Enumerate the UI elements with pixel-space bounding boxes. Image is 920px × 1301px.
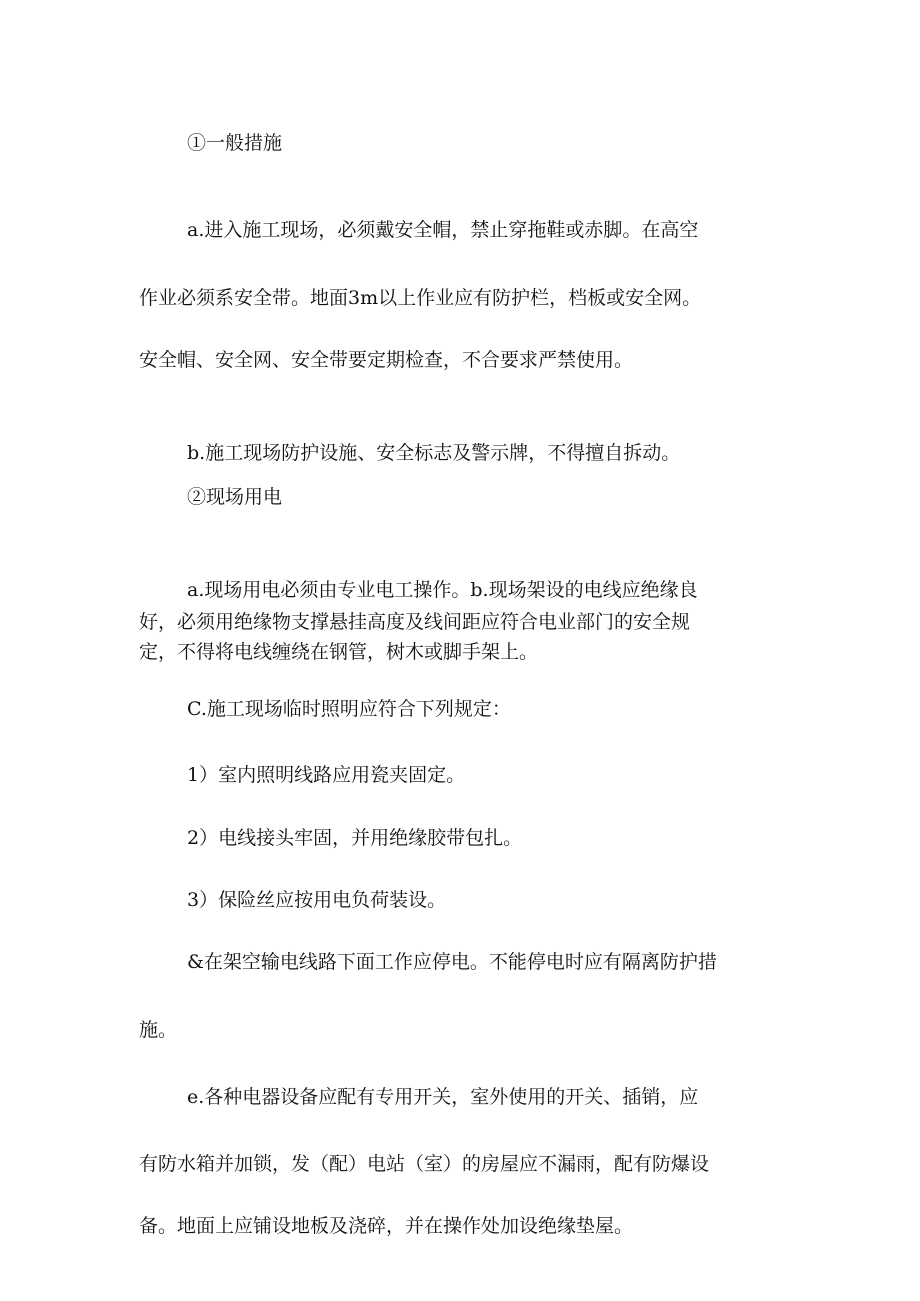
paragraph-line: &在架空输电线路下面工作应停电。不能停电时应有隔离防护措 — [187, 951, 717, 973]
list-item: 3）保险丝应按用电负荷装设。 — [187, 889, 447, 911]
section-heading-general-measures: ①一般措施 — [187, 132, 283, 154]
paragraph-line: 施。 — [139, 1019, 178, 1041]
paragraph-line: C.施工现场临时照明应符合下列规定： — [187, 698, 511, 720]
paragraph-line: b.施工现场防护设施、安全标志及警示牌，不得擅自拆动。 — [187, 442, 681, 464]
paragraph-line: 有防水箱并加锁，发（配）电站（室）的房屋应不漏雨，配有防爆设 — [139, 1153, 710, 1175]
paragraph-line: 作业必须系安全带。地面3m以上作业应有防护栏，档板或安全网。 — [139, 287, 702, 309]
paragraph-line: e.各种电器设备应配有专用开关，室外使用的开关、插销，应 — [187, 1086, 699, 1108]
paragraph-line: 定，不得将电线缠绕在钢管，树木或脚手架上。 — [139, 641, 539, 663]
paragraph-line: a.现场用电必须由专业电工操作。b.现场架设的电线应绝缘良 — [187, 579, 698, 601]
paragraph-line: 好，必须用绝缘物支撑悬挂高度及线间距应符合电业部门的安全规 — [139, 611, 691, 633]
section-heading-site-electricity: ②现场用电 — [187, 486, 283, 508]
paragraph-line: a.进入施工现场，必须戴安全帽，禁止穿拖鞋或赤脚。在高空 — [187, 219, 699, 241]
paragraph-line: 备。地面上应铺设地板及浇碎，并在操作处加设绝缘垫屋。 — [139, 1215, 634, 1237]
list-item: 2）电线接头牢固，并用绝缘胶带包扎。 — [187, 827, 523, 849]
list-item: 1）室内照明线路应用瓷夹固定。 — [187, 764, 466, 786]
paragraph-line: 安全帽、安全网、安全带要定期检查，不合要求严禁使用。 — [139, 349, 634, 371]
